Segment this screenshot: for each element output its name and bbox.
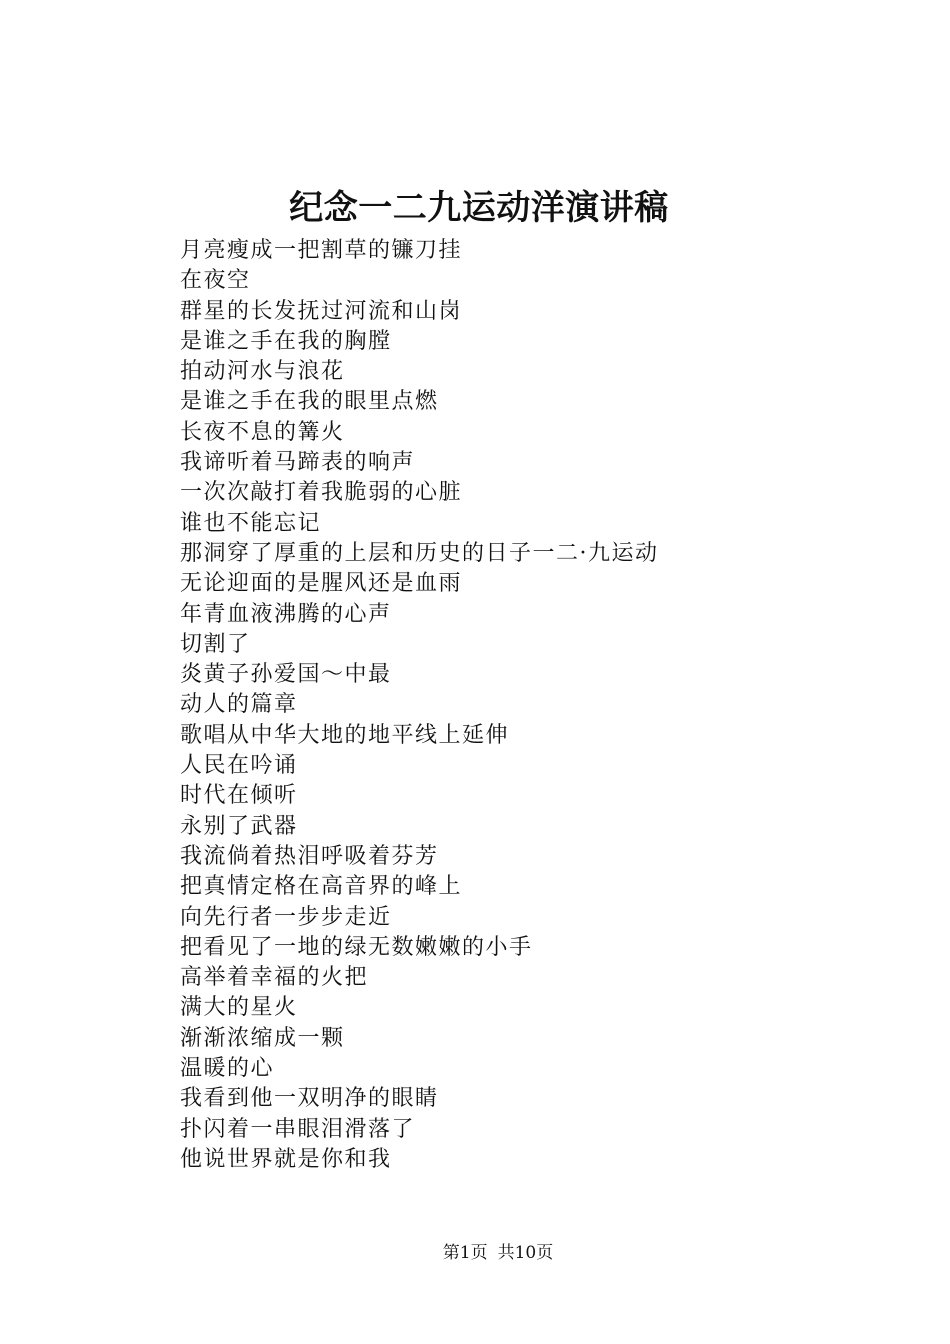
poem-line: 动人的篇章 — [180, 692, 298, 718]
poem-line: 切割了 — [180, 631, 251, 657]
poem-line: 是谁之手在我的眼里点燃 — [180, 389, 439, 415]
poem-line: 时代在倾听 — [180, 783, 298, 809]
poem-body — [180, 236, 659, 1175]
poem-line: 一次次敲打着我脆弱的心脏 — [180, 480, 463, 506]
poem-line: 人民在吟诵 — [180, 753, 298, 779]
poem-line: 永别了武器 — [180, 813, 298, 839]
poem-line: 扑闪着一串眼泪滑落了 — [180, 1116, 416, 1142]
poem-line: 长夜不息的篝火 — [180, 419, 345, 445]
page-number: 第1页 — [442, 1243, 488, 1263]
poem-line: 是谁之手在我的胸膛 — [180, 328, 392, 354]
poem-line: 满大的星火 — [180, 995, 298, 1021]
poem-line: 月亮瘦成一把割草的镰刀挂 — [180, 238, 463, 263]
poem-line: 把看见了一地的绿无数嫩嫩的小手 — [180, 934, 533, 960]
poem-line: 温暖的心 — [180, 1056, 275, 1082]
poem-line: 向先行者一步步走近 — [180, 904, 392, 930]
poem-line: 他说世界就是你和我 — [180, 1146, 392, 1172]
poem-line: 拍动河水与浪花 — [180, 359, 345, 385]
page-footer — [0, 1240, 950, 1266]
poem-line: 高举着幸福的火把 — [180, 965, 369, 991]
poem-line: 无论迎面的是腥风还是血雨 — [180, 571, 463, 597]
poem-line: 我流倘着热泪呼吸着芬芳 — [180, 843, 439, 869]
poem-line: 把真情定格在高音界的峰上 — [180, 874, 463, 900]
poem-line: 歌唱从中华大地的地平线上延伸 — [180, 722, 510, 748]
poem-line: 渐渐浓缩成一颗 — [180, 1025, 345, 1051]
document-title: 纪念一二九运动洋演讲稿 — [289, 188, 669, 228]
poem-line: 在夜空 — [180, 268, 251, 294]
poem-line: 群星的长发抚过河流和山岗 — [180, 298, 463, 324]
poem-line: 我看到他一双明净的眼睛 — [180, 1086, 439, 1112]
page-total: 共10页 — [497, 1243, 554, 1263]
poem-line: 谁也不能忘记 — [180, 510, 322, 536]
poem-line: 炎黄子孙爱国～中最 — [180, 662, 392, 688]
poem-line: 我谛听着马蹄表的响声 — [180, 450, 416, 476]
poem-line: 年青血液沸腾的心声 — [180, 601, 392, 627]
poem-line: 那洞穿了厚重的上层和历史的日子一二·九运动 — [180, 540, 659, 566]
